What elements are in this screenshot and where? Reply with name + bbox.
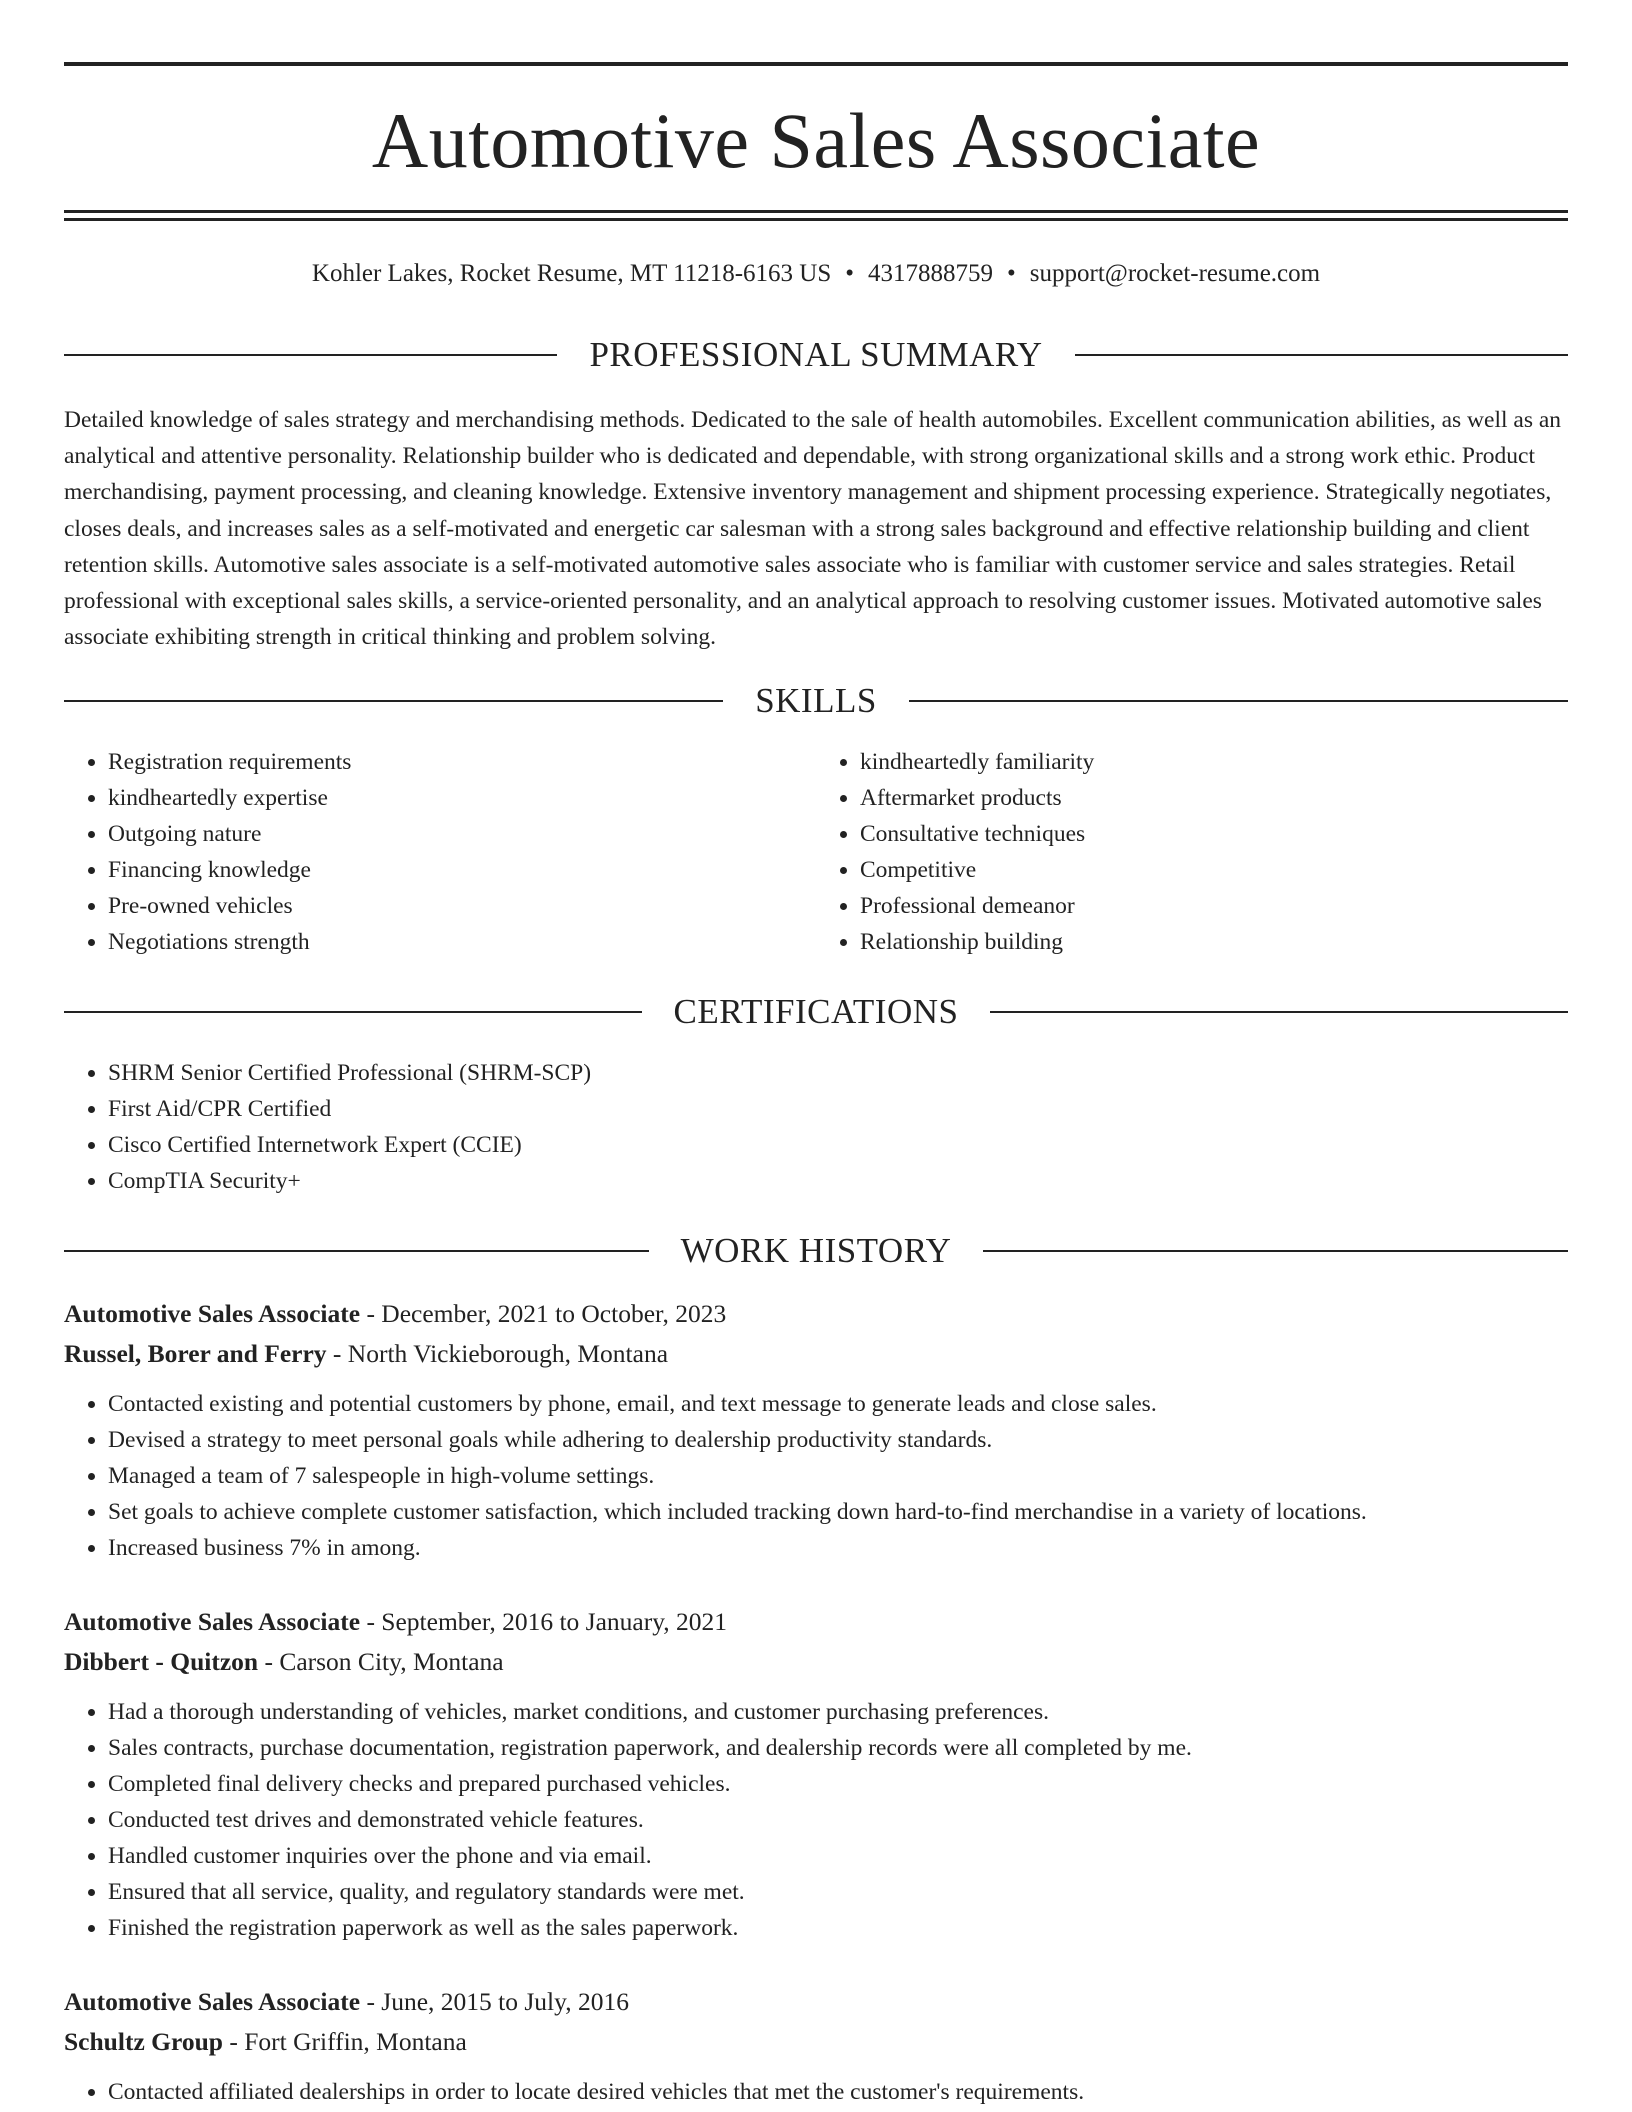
job-bullet: • Increased business 7% in among.: [108, 1530, 1568, 1566]
job-bullet: • Managed a team of 7 salespeople in high-volume settings.: [108, 1458, 1568, 1494]
skill-item: • Competitive: [860, 852, 1568, 888]
heading-rule: [909, 700, 1568, 702]
skills-list: [64, 744, 1568, 960]
contact-separator: •: [1007, 260, 1016, 287]
heading-rule: [990, 1011, 1568, 1013]
certification-item: • SHRM Senior Certified Professional (SHRM-SCP): [108, 1055, 1568, 1091]
skill-item: • Relationship building: [860, 924, 1568, 960]
job-title-line: [64, 1294, 1568, 1334]
certifications-heading-label: CERTIFICATIONS: [673, 992, 959, 1032]
heading-rule: [64, 354, 557, 356]
job-dates: - September, 2016 to January, 2021: [360, 1607, 728, 1637]
job-bullet: • Conducted test drives and demonstrated vehicle features.: [108, 1802, 1568, 1838]
heading-rule: [64, 1011, 642, 1013]
skill-item: • Professional demeanor: [860, 888, 1568, 924]
job-entry: [64, 1982, 1568, 2110]
job-company: Schultz Group: [64, 2027, 223, 2057]
job-bullet: • Finished the registration paperwork as well as the sales paperwork.: [108, 1910, 1568, 1946]
certifications-heading: [64, 992, 1568, 1032]
job-entry: [64, 1602, 1568, 1946]
job-title-line: [64, 1982, 1568, 2022]
job-bullet: • Set goals to achieve complete customer satisfaction, which included tracking down hard-to-find merchandise in a variety of locations.: [108, 1494, 1568, 1530]
job-entry: [64, 1294, 1568, 1566]
heading-rule: [64, 700, 723, 702]
certifications-list: [64, 1055, 1568, 1199]
job-company: Dibbert - Quitzon: [64, 1647, 259, 1677]
skill-item: • Registration requirements: [108, 744, 816, 780]
job-bullet: • Sales contracts, purchase documentation, registration paperwork, and dealership records were all completed by me.: [108, 1730, 1568, 1766]
skills-column-right: [816, 744, 1568, 960]
contact-address: Kohler Lakes, Rocket Resume, MT 11218-6163 US: [311, 260, 832, 287]
job-title: Automotive Sales Associate: [64, 1607, 361, 1637]
job-company-line: [64, 1642, 1568, 1682]
contact-separator: •: [845, 260, 855, 287]
title-double-rule: [64, 210, 1568, 221]
job-title-line: [64, 1602, 1568, 1642]
skills-heading: [64, 681, 1568, 721]
job-bullet: • Had a thorough understanding of vehicles, market conditions, and customer purchasing preferences.: [108, 1694, 1568, 1730]
job-bullet: • Contacted affiliated dealerships in order to locate desired vehicles that met the customer's requirements.: [108, 2074, 1568, 2110]
heading-rule: [64, 1250, 649, 1252]
skill-item: • Pre-owned vehicles: [108, 888, 816, 924]
job-bullets: [64, 1694, 1568, 1946]
job-title: Automotive Sales Associate: [64, 1987, 361, 2017]
contact-email: support@rocket-resume.com: [1029, 260, 1321, 287]
top-rule: [64, 62, 1568, 66]
skill-item: • Financing knowledge: [108, 852, 816, 888]
job-bullet: • Completed final delivery checks and prepared purchased vehicles.: [108, 1766, 1568, 1802]
skill-item: • Consultative techniques: [860, 816, 1568, 852]
certification-item: • First Aid/CPR Certified: [108, 1091, 1568, 1127]
job-location: - North Vickieborough, Montana: [326, 1339, 669, 1369]
job-bullet: • Contacted existing and potential customers by phone, email, and text message to generate leads and close sales.: [108, 1386, 1568, 1422]
certification-item: • CompTIA Security+: [108, 1163, 1568, 1199]
job-bullets: [64, 2074, 1568, 2110]
job-location: - Fort Griffin, Montana: [222, 2027, 467, 2057]
job-bullet: • Devised a strategy to meet personal goals while adhering to dealership productivity standards.: [108, 1422, 1568, 1458]
skill-item: • Outgoing nature: [108, 816, 816, 852]
skill-item: • Aftermarket products: [860, 780, 1568, 816]
work-heading-label: WORK HISTORY: [680, 1231, 952, 1271]
job-location: - Carson City, Montana: [258, 1647, 504, 1677]
job-company-line: [64, 1334, 1568, 1374]
job-bullets: [64, 1386, 1568, 1566]
contact-phone: 4317888759: [868, 260, 994, 287]
skill-item: • kindheartedly familiarity: [860, 744, 1568, 780]
skills-column-left: [64, 744, 816, 960]
job-dates: - June, 2015 to July, 2016: [360, 1987, 629, 2017]
skills-heading-label: SKILLS: [755, 681, 877, 721]
summary-heading: [64, 337, 1568, 372]
job-company-line: [64, 2022, 1568, 2062]
job-bullet: • Handled customer inquiries over the phone and via email.: [108, 1838, 1568, 1874]
summary-text: Detailed knowledge of sales strategy and merchandising methods. Dedicated to the sale of health automobiles. Excellent communication abilities, as well as an analytical and attentive personality. Relationship builder who is dedicated and dependable, with strong organizational skills and a strong work ethic. Product merchandising, payment processing, and cleaning knowledge. Extensive inventory management and shipment processing experience. Strategically negotiates, closes deals, and increases sales as a self-motivated and energetic car salesman with a strong sales background and effective relationship building and client retention skills. Automotive sales associate is a self-motivated automotive sales associate who is familiar with customer service and sales strategies. Retail professional with exceptional sales skills, a service-oriented personality, and an analytical approach to resolving customer issues. Motivated automotive sales associate exhibiting strength in critical thinking and problem solving.: [64, 407, 1562, 651]
work-heading: [64, 1231, 1568, 1271]
job-company: Russel, Borer and Ferry: [64, 1339, 327, 1369]
job-title: Automotive Sales Associate: [64, 1299, 361, 1329]
page-title: Automotive Sales Associate: [371, 97, 1261, 184]
work-history: [64, 1294, 1568, 2110]
skill-item: • Negotiations strength: [108, 924, 816, 960]
heading-rule: [1075, 354, 1568, 356]
heading-rule: [983, 1250, 1568, 1252]
contact-line: [64, 259, 1568, 289]
summary-heading-label: PROFESSIONAL SUMMARY: [589, 335, 1043, 374]
skill-item: • kindheartedly expertise: [108, 780, 816, 816]
certification-item: • Cisco Certified Internetwork Expert (CCIE): [108, 1127, 1568, 1163]
job-dates: - December, 2021 to October, 2023: [360, 1299, 727, 1329]
job-bullet: • Ensured that all service, quality, and regulatory standards were met.: [108, 1874, 1568, 1910]
